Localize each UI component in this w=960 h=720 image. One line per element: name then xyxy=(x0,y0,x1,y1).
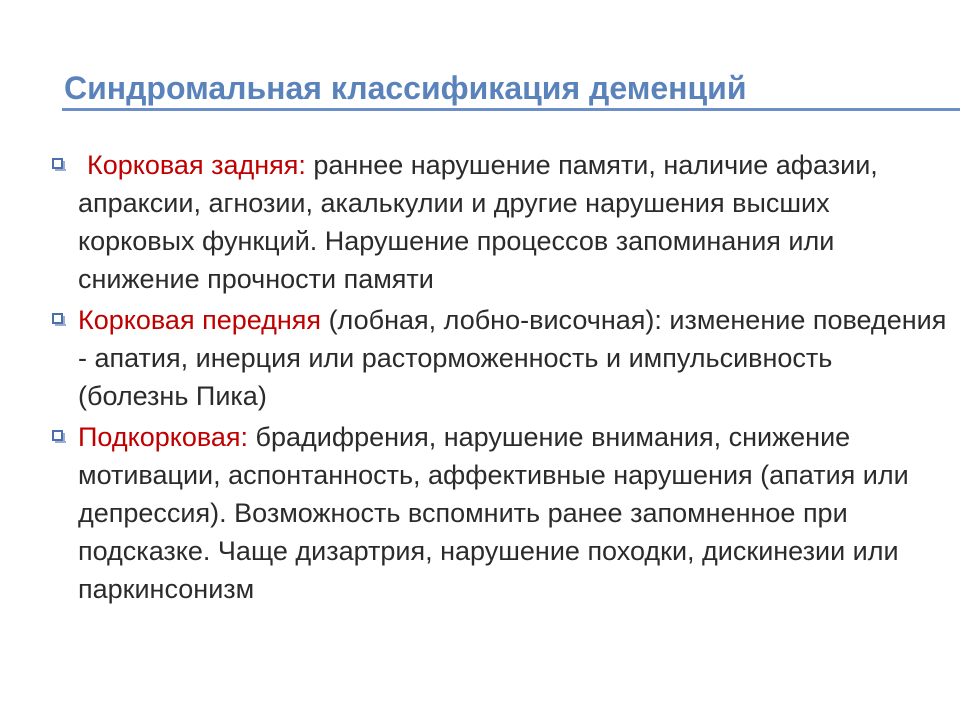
bullet-term: Подкорковая: xyxy=(78,422,249,452)
hollow-square-bullet-icon xyxy=(52,158,63,169)
bullet-text: (лобная, лобно-височная): изменение поведения - апатия, инерция или расторможенность и импульсивность (болезнь Пика) xyxy=(78,305,947,411)
hollow-square-bullet-icon xyxy=(52,430,63,441)
bullet-term: Корковая задняя: xyxy=(87,150,306,180)
bullet-item-cortical-anterior xyxy=(48,301,948,415)
bullet-item-subcortical xyxy=(48,418,948,608)
bullet-term: Корковая передняя xyxy=(78,305,322,335)
slide-title: Синдромальная классификация деменций xyxy=(64,70,747,106)
bullet-text: брадифрения, нарушение внимания, снижение мотивации, аспонтанность, аффективные нарушения (апатия или депрессия). Возможность вспомнить ранее запомненное при подсказке. Чаще дизартрия, нарушение походки, дискинезии или паркинсонизм xyxy=(78,422,909,604)
title-underline xyxy=(62,108,960,111)
hollow-square-bullet-icon xyxy=(52,313,63,324)
bullet-list xyxy=(48,146,948,611)
bullet-item-cortical-posterior xyxy=(48,146,948,298)
bullet-text: раннее нарушение памяти, наличие афазии, апраксии, агнозии, акалькулии и другие нарушения высших корковых функций. Нарушение процессов запоминания или снижение прочности памяти xyxy=(78,150,878,294)
